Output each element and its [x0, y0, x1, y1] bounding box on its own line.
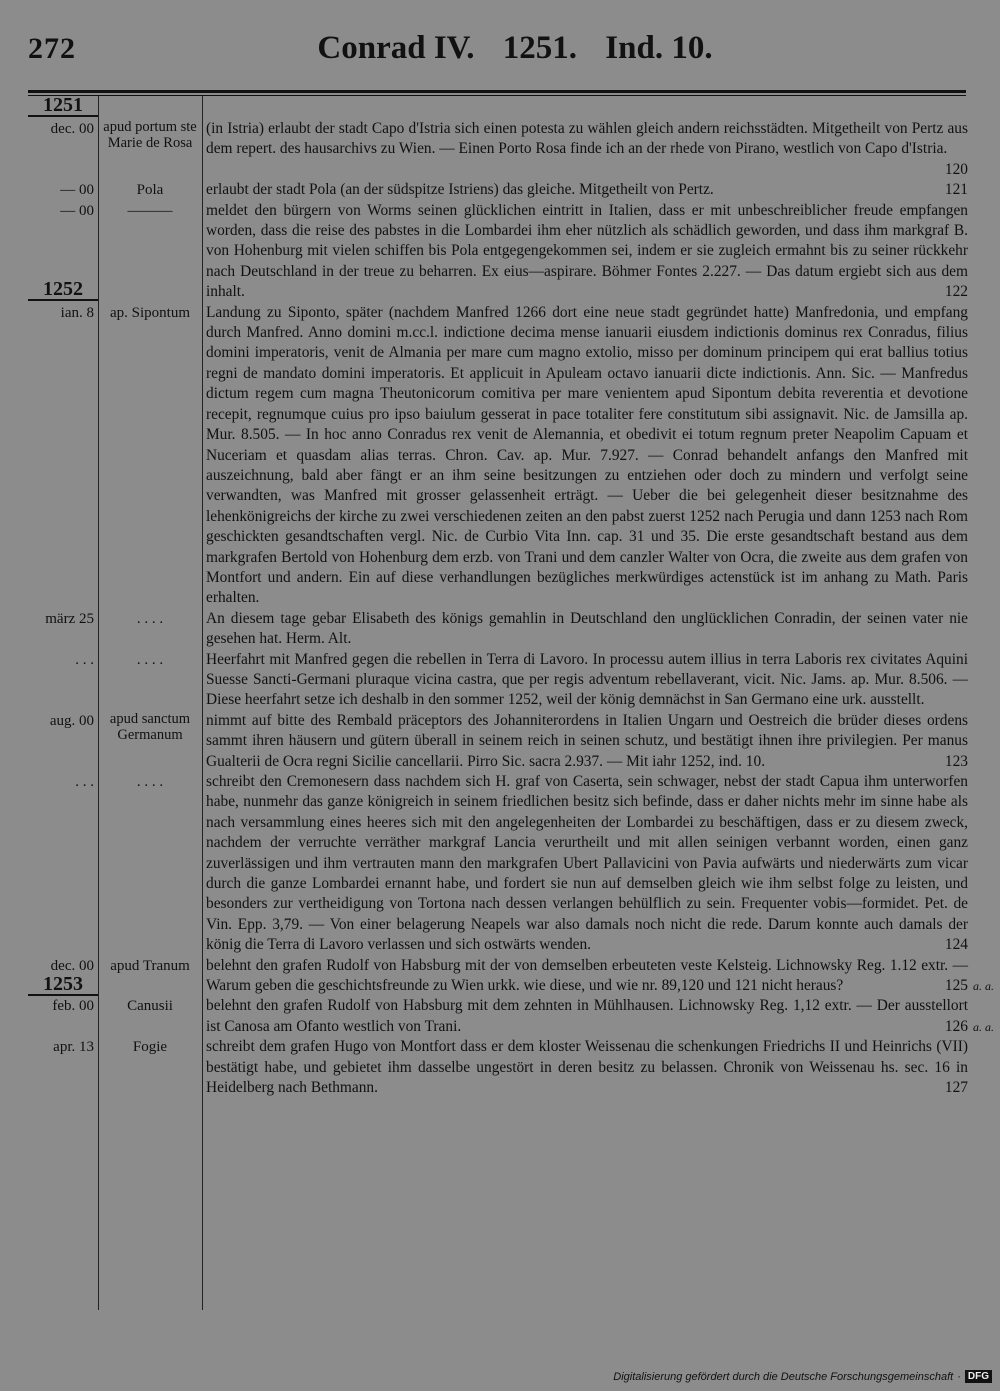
regest-entry: [28, 772, 968, 956]
entry-text: erlaubt der stadt Pola (an der südspitze Istriens) das gleiche. Mitgetheilt von Pertz.: [206, 181, 714, 199]
entry-date: — 00: [60, 182, 94, 199]
regest-entry: [28, 956, 994, 997]
entry-text-block: [202, 180, 968, 200]
entry-date: apr. 13: [53, 1039, 94, 1056]
page-number: 272: [28, 32, 76, 65]
entry-number: 121: [944, 181, 968, 199]
entry-date: . . .: [75, 774, 94, 790]
regest-entry: [28, 180, 968, 200]
entry-text-block: [202, 201, 968, 303]
entry-date: ian. 8: [60, 304, 94, 321]
entry-number: 124: [944, 936, 968, 954]
entry-text-block: [202, 956, 968, 997]
entry-date: aug. 00: [49, 712, 94, 729]
entry-date: märz 25: [45, 610, 94, 627]
regest-entry: [28, 119, 968, 180]
year-heading: 1252: [28, 279, 98, 301]
entry-place: ———: [127, 202, 173, 219]
entry-place: apud sanctum Germanum: [109, 710, 191, 743]
entry-text: meldet den bürgern von Worms seinen glücklichen eintritt in Italien, dass er mit unbeschreiblicher freude empfangen worden, dass die reise des pabstes in die Lombardei ihm eher nützlich als schädlich geworden, und dass ihm markgraf B. von Hohenburg mit vielen schiffen bis Pola entgegengekommen sei, indem er sie zugleich ermahnt bis zu seiner rückkehr nach Deutschland in der treue zu beharren. Ex eius—aspirare. Böhmer Fontes 2.227. — Das datum ergiebt sich aus dem inhalt.: [206, 201, 968, 301]
footer-text: Digitalisierung gefördert durch die Deutsche Forschungsgemeinschaft: [613, 1370, 954, 1383]
entry-place: . . . .: [136, 610, 164, 627]
entry-number: 126: [944, 1017, 968, 1035]
entry-text: Landung zu Siponto, später (nachdem Manfred 1266 dort eine neue stadt gegründet hatte) Manfredonia, und empfang durch Manfred. Anno domini m.cc.l. indictione decima mense ianuarii eiusdem indictionis dominus rex Conradus, filius domini imperatoris, venit de Almania per mare cum magno extolio, misso per dominum principem qui erat ballius totius regni de mandato domini imperatoris. Et applicuit in Apuleam octavo ianuarii dicte indictionis. Ann. Sic. — Manfredus dictum regem cum magna Theutonicorum comitiva per mare venientem apud Sipontum debita reverentia et devotione recepit, regnumque cuius pro ipso baiulum gesserat in pace totaliter fere constitutum sibi assignavit. Nic. de Jamsilla ap. Mur. 8.505. — In hoc anno Conradus rex venit de Alemannia, et obedivit ei totum regnum preter Neapolim Capuam et Nuceriam et quasdam alias terras. Chron. Cav. ap. Mur. 7.927. — Conrad behandelt anfangs den Manfred mit auszeichnung, bald aber fängt er an ihm seine besitzungen zu entziehen oder doch zu mindern und verfolgt seine verwandten, was Manfred mit grosser gelassenheit erträgt. — Ueber die bei gelegenheit dieser besitznahme des lehenkönigreichs der kirche zu zwei verschiedenen zeiten an den pabst zuerst 1252 nach Perugia und dann 1253 nach Rom geschickten gesandtschaften vergl. Nic. de Curbio Vita Inn. cap. 31 und 35. Die erste gesandtschaft bestand aus dem markgrafen Bertold von Hohenburg dem erzb. von Trani und dem canzler Walter von Ocra, die zweite aus dem grafen von Montfort und andern. Ein auf diese verhandlungen bezügliches merkwürdiges actenstück ist im anhang zu Math. Paris erhalten.: [206, 303, 968, 607]
entry-place: Canusii: [127, 998, 173, 1015]
page-header: [0, 30, 1000, 67]
entry-text-block: [202, 772, 968, 956]
regest-entry: [28, 650, 968, 711]
entry-text: An diesem tage gebar Elisabeth des königs gemahlin in Deutschland den unglücklichen Conradin, der seinen vater nie gesehen hat. Herm. Alt.: [206, 609, 968, 648]
margin-note: a. a.: [973, 979, 994, 994]
entry-text: schreibt dem grafen Hugo von Montfort dass er dem kloster Weissenau die schenkungen Friedrichs II und Heinrichs (VII) bestätigt habe, und gebietet ihm dasselbe ungestört in deren besitz zu belassen. Chronik von Weissenau hs. sec. 16 in Heidelberg nach Bethmann.: [206, 1038, 968, 1097]
year-heading: 1253: [28, 974, 98, 996]
regest-entry: [28, 996, 994, 1037]
entry-date: . . .: [75, 651, 94, 668]
regest-entry: [28, 201, 968, 303]
entry-date: dec. 00: [50, 121, 94, 137]
entry-place: apud Tranum: [110, 957, 190, 974]
year-heading: 1251: [28, 95, 98, 117]
entry-number: 120: [944, 160, 968, 178]
header-indiction: Ind. 10.: [605, 30, 713, 66]
entry-text: schreibt den Cremonesern dass nachdem sich H. graf von Caserta, sein schwager, nebst der stadt Capua ihm unterworfen habe, nunmehr das ganze königreich in seinem friedlichen besitz sich befinde, dass er daher nichts mehr im sinne habe als nach versammlung eines heeres sich mit den angelegenheiten der Lombardei zu beschäftigen, dass er zu diesem zweck, nachdem der verruchte verräther markgraf Lancia verurtheilt und mit allen seinigen verbannt worden, einen ganz zuverlässigen und ihm vertrauten mann den markgrafen Ubert Pallavicini von Pavia aufwärts und niederwärts zum vicar durch die ganze Lombardei ernannt habe, und fordert sie nun auf demselben gleich wie ihm selbst folge zu leisten, und besonders zur vertheidigung von Tortona nach dessen verlangen behülflich zu sein. Frequenter vobis—formidet. Pet. de Vin. Epp. 3,79. — Von einer belagerung Neapels war also damals noch nicht die rede. Darum konnte auch damals der könig die Terra di Lavoro verlassen und sich ostwärts wenden.: [206, 773, 968, 954]
regest-entry: [28, 711, 968, 772]
entry-number: 125: [944, 977, 968, 995]
regest-entry: [28, 303, 968, 609]
entry-text-block: [202, 609, 968, 650]
entry-text: belehnt den grafen Rudolf von Habsburg mit dem zehnten in Mühlhausen. Lichnowsky Reg. 1,12 extr. — Der ausstellort ist Canosa am Ofanto westlich von Trani.: [206, 997, 968, 1035]
entry-text-block: [202, 1037, 968, 1098]
entry-number: 122: [944, 283, 968, 301]
entry-text-block: [202, 650, 968, 711]
entry-text: belehnt den grafen Rudolf von Habsburg mit der von demselben erbeuteten veste Kelsteig. Lichnowsky Reg. 1.12 extr. — Warum geben die geschichtsfreunde zu Wien urkk. wie diese, und wie nr. 89,120 und 121 nicht heraus?: [206, 956, 968, 995]
entry-place: Fogie: [132, 1039, 168, 1056]
entry-text: (in Istria) erlaubt der stadt Capo d'Istria sich einen potesta zu wählen gleich andern reichsstädten. Mitgetheilt von Pertz aus dem repert. des hausarchivs zu Wien. — Einen Porto Rosa finde ich an der rhede von Pirano, westlich von Capo d'Istria.: [206, 120, 968, 158]
entry-place: ap. Sipontum: [109, 304, 190, 321]
entry-date: — 00: [60, 202, 94, 219]
dfg-logo-icon: DFG: [965, 1370, 992, 1383]
regest-entry: [28, 609, 968, 650]
entry-text-block: [202, 996, 968, 1037]
regest-entry: [28, 1037, 968, 1098]
entry-text: nimmt auf bitte des Rembald präceptors des Johanniterordens in Italien Ungarn und Oestreich die brüder dieses ordens sammt ihren häusern und gütern überall in seinem reich in seinen schutz, und bestätigt ihnen ihre privilegien. Per manus Gualterii de Ocra regni Sicilie cancellarii. Pirro Sic. sacra 2.937. — Mit iahr 1252, ind. 10.: [206, 711, 968, 770]
entry-date: dec. 00: [50, 957, 94, 974]
entry-number: 127: [944, 1079, 968, 1097]
footer-credit: Digitalisierung gefördert durch die Deutsche Forschungsgemeinschaft · DFG: [613, 1370, 992, 1383]
header-rule-thin: [28, 95, 966, 96]
header-title: Conrad IV.: [317, 30, 475, 66]
margin-note: a. a.: [973, 1020, 994, 1035]
entry-text-block: [202, 303, 968, 609]
entry-number: 123: [944, 752, 968, 770]
entry-text: Heerfahrt mit Manfred gegen die rebellen in Terra di Lavoro. In processu autem illius in terra Laboris rex civitates Aquini Suesse Sancti-Germani pluraque vicina castra, que per regis adventum rebellaverant, vicit. Nic. Jams. ap. Mur. 8.506. — Diese heerfahrt setze ich deshalb in den sommer 1252, weil der könig demnächst in San Germano eine urk. ausstellt.: [206, 650, 968, 709]
entry-place: . . . .: [136, 651, 164, 668]
entry-text-block: [202, 119, 968, 180]
entry-place: Pola: [136, 182, 164, 199]
regesta-list: [28, 94, 994, 1099]
entry-place: . . . .: [136, 774, 164, 790]
header-year: 1251.: [502, 30, 578, 66]
header-rule: [28, 90, 966, 93]
entry-place: apud portum ste Marie de Rosa: [103, 119, 197, 151]
entry-text-block: [202, 711, 968, 772]
entry-date: feb. 00: [52, 998, 94, 1015]
